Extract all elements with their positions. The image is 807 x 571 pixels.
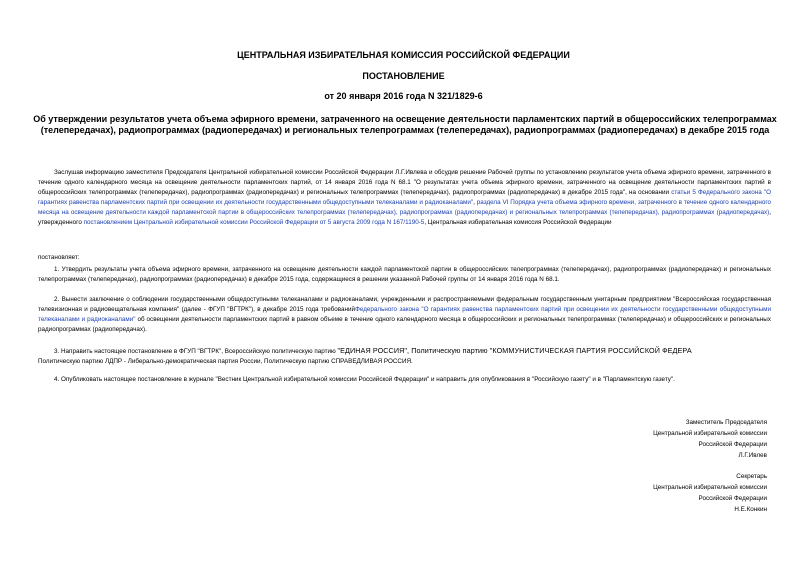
item-4-text: 4. Опубликовать настоящее постановление в журнале "Вестник Центральной избирательной комиссии Российской Федерации" и направить для опубликования в "Российскую газету" и в "Парламентскую газету". xyxy=(54,376,675,383)
law-article-5-link[interactable]: статьи 5 Федерального закона "О гарантиях равенства парламентских партий при освещении их деятельности государственными общедоступными телеканалами и радиоканалами" xyxy=(38,189,771,206)
procedure-section-vi-link[interactable]: раздела VI Порядка учета объема эфирного времени, затраченного в течение одного календарного месяца на освещение деятельности каждой парламентской партии в общероссийских телепрограммах (телепередачах), радиопрограммах (радиопередачах) и региональных телепрограммах (телепередачах), радиопрограммах (радиопередачах) xyxy=(38,199,772,216)
intro-paragraph xyxy=(38,168,771,228)
item-2-text-a: 2. Вынести заключение о соблюдении государственными общедоступными телеканалами и радиоканалами, учрежденными и распространяемыми федеральным государственным унитарным предприятием "Всероссийская государственная телевизионная и радиовещательная компания" (далее - ФГУП "ВГТРК"), в декабре 2015 года требований xyxy=(38,296,771,313)
item-2-text-b: об освещении деятельности парламентских партий в равном объеме в течение одного календарного месяца в общероссийских и региональных телепрограммах (телепередачах) и общероссийских и региональных радиопрограммах (радиопередачах). xyxy=(38,316,771,333)
signatory-name: Н.Е.Конкин xyxy=(734,506,767,513)
intro-text-b: , xyxy=(473,199,477,206)
signature-line: Центральной избирательной комиссии xyxy=(653,484,767,491)
signatory-name: Л.Г.Ивлев xyxy=(738,452,767,459)
item-1-text: 1. Утвердить результаты учета объема эфирного времени, затраченного на освещение деятельности каждой парламентской партии в общероссийских телепрограммах (телепередачах), радиопрограммах (радиопередачах) и региональных телепрограммах (телепередачах), радиопрограммах (радиопередачах) в декабре 2015 года, содержащиеся в решении указанной Рабочей группы от 14 января 2016 года N 68.1. xyxy=(38,266,771,283)
item-3-text-a: 3. Направить настоящее постановление в ФГУП "ВГТРК", Всероссийскую политическую партию xyxy=(54,348,338,355)
item-3 xyxy=(38,346,771,367)
issuing-organization: ЦЕНТРАЛЬНАЯ ИЗБИРАТЕЛЬНАЯ КОМИССИЯ РОССИЙСКОЙ ФЕДЕРАЦИИ xyxy=(237,50,570,60)
signature-line: Российской Федерации xyxy=(698,441,767,448)
item-3-text-b: Политическую партию ЛДПР - Либерально-демократическая партия России, Политическую партию СПРАВЕДЛИВАЯ РОССИЯ. xyxy=(38,358,413,365)
item-1 xyxy=(38,265,771,285)
intro-text-d: , Центральная избирательная комиссия Российской Федерации xyxy=(424,219,612,226)
item-3-party-names: "ЕДИНАЯ РОССИЯ", Политическую партию "КОММУНИСТИЧЕСКАЯ ПАРТИЯ РОССИЙСКОЙ ФЕДЕРА xyxy=(337,346,692,355)
document-type: ПОСТАНОВЛЕНИЕ xyxy=(362,71,445,81)
signature-line: Центральной избирательной комиссии xyxy=(653,430,767,437)
document-date-number: от 20 января 2016 года N 321/1829-6 xyxy=(324,91,483,101)
resolution-167-link[interactable]: постановлением Центральной избирательной комиссии Российской Федерации от 5 августа 2009 года N 167/1190-5 xyxy=(83,219,425,226)
item-2 xyxy=(38,295,771,335)
signature-line: Заместитель Председателя xyxy=(685,419,767,426)
item-4 xyxy=(38,375,771,385)
intro-text-c: , утвержденного xyxy=(38,209,771,226)
resolves-label: постановляет: xyxy=(38,254,80,261)
signature-line: Секретарь xyxy=(736,473,767,480)
signature-block-deputy-chairman xyxy=(653,417,767,461)
signature-block-secretary xyxy=(653,471,767,515)
intro-text-a: Заслушав информацию заместителя Председателя Центральной избирательной комиссии Российской Федерации Л.Г.Ивлева и обсудив решение Рабочей группы по установлению результатов учета объема эфирного времени, затраченного в течение одного календарного месяца на освещение деятельности парламентских партий, от 14 января 2016 года N 68.1 "О результатах учета объема эфирного времени, затраченного на освещение деятельности парламентских партий в общероссийских телепрограммах (телепередачах), радиопрограммах (радиопередачах) и региональных телепрограммах (телепередачах), радиопрограммах (радиопередачах) в декабре 2015 года", на основании xyxy=(38,169,771,196)
federal-law-link[interactable]: Федерального закона "О гарантиях равенства парламентских партий при освещении их деятельности государственными общедоступными телеканалами и радиоканалами" xyxy=(38,306,771,323)
document-title: Об утверждении результатов учета объема эфирного времени, затраченного на освещение деятельности парламентских партий в общероссийских телепрограммах (телепередачах), радиопрограммах (радиопередачах) и региональных телепрограммах (телепередачах), радиопрограммах (радиопередачах) в декабре 2015 года xyxy=(33,114,777,135)
signature-line: Российской Федерации xyxy=(698,495,767,502)
